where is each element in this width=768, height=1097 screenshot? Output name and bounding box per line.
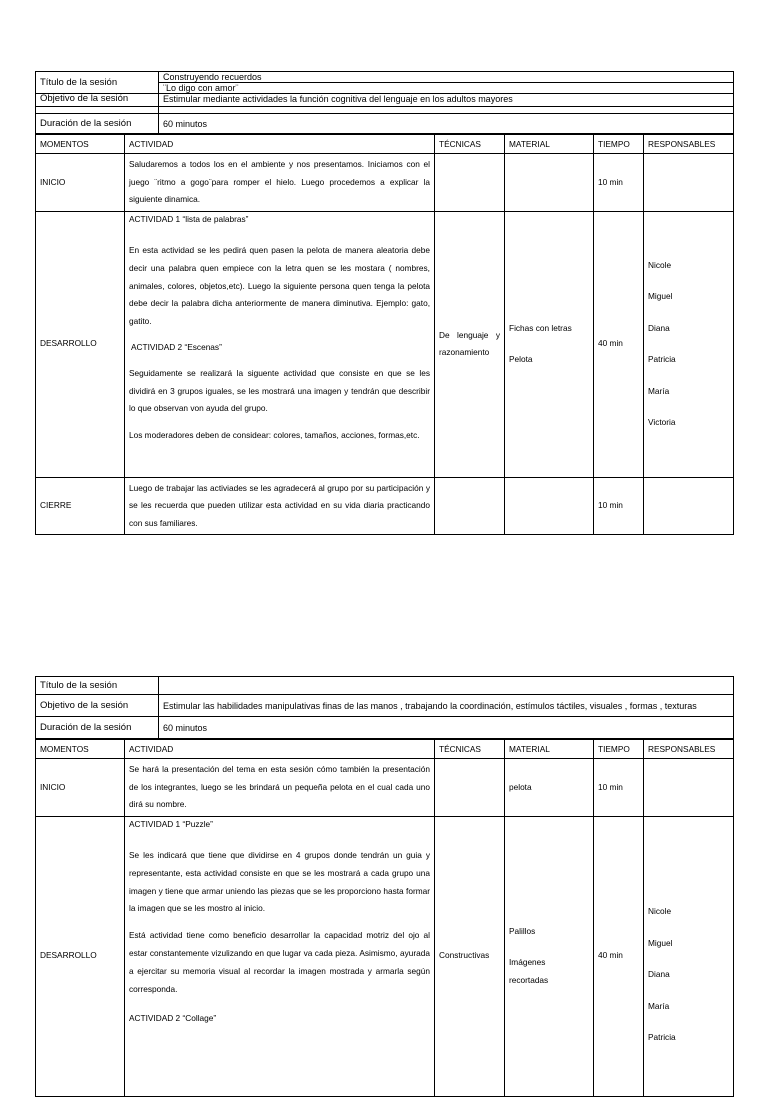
duracion-label: Duración de la sesión [36, 717, 159, 739]
session-1 [35, 71, 734, 535]
col-tecnicas: TÉCNICAS [435, 135, 505, 154]
responsables-cell [644, 759, 734, 817]
row-desarrollo [36, 816, 734, 1096]
material-cell [505, 816, 594, 1096]
col-material: MATERIAL [505, 135, 594, 154]
responsable-name: Victoria [648, 417, 676, 427]
actividad-cell: Se hará la presentación del tema en esta sesión cómo también la presentación de los integrantes, luego se les brindará un pequeña pelota en el cual cada uno dirá su nombre. [125, 759, 435, 817]
material-item: Imágenes recortadas [509, 957, 549, 985]
row-inicio [36, 154, 734, 212]
spacer-cell [36, 107, 159, 114]
material-cell [505, 154, 594, 212]
activity-2-title: ACTIVIDAD 2 “Collage” [129, 1013, 217, 1024]
session-2-header-table [35, 676, 734, 739]
responsable-name: María [648, 385, 670, 396]
responsable-name: Diana [648, 969, 670, 980]
objetivo-value: Estimular mediante actividades la función cognitiva del lenguaje en los adultos mayores [159, 94, 734, 107]
responsable-name: Miguel [648, 937, 673, 948]
titulo-line-2: ¨Lo digo con amor¨ [159, 83, 734, 94]
col-actividad: ACTIVIDAD [125, 740, 435, 759]
responsable-name: Nicole [648, 259, 672, 270]
objetivo-value: Estimular las habilidades manipulativas finas de las manos , trabajando la coordinación, estímulos táctiles, visuales , formas , texturas [159, 695, 734, 717]
activity-1-title: ACTIVIDAD 1 “Puzzle” [129, 818, 213, 829]
activity-1-title: ACTIVIDAD 1 “lista de palabras” [129, 213, 249, 224]
responsable-name: Diana [648, 322, 670, 333]
duracion-label: Duración de la sesión [36, 114, 159, 134]
material-item: Palillos [509, 925, 536, 936]
responsable-name: Nicole [648, 906, 672, 917]
material-item: Pelota [509, 354, 533, 364]
responsable-name: María [648, 1000, 670, 1011]
responsables-cell [644, 816, 734, 1096]
session-1-plan-table [35, 134, 734, 535]
tecnicas-cell [435, 477, 505, 535]
activity-1-benefit: Está actividad tiene como beneficio desarrollar la capacidad motriz del ojo al estar constantemente vizulizando en que lugar va cada pieza. Asimismo, ayurada a ejercitar su memoria visual al recordar la imagen mostrada y armarla según corresponda. [129, 930, 430, 994]
col-tiempo: TIEMPO [594, 135, 644, 154]
momento-cell: DESARROLLO [36, 211, 125, 477]
momento-cell: INICIO [36, 154, 125, 212]
tiempo-cell: 10 min [594, 154, 644, 212]
col-tecnicas: TÉCNICAS [435, 740, 505, 759]
col-responsables: RESPONSABLES [644, 740, 734, 759]
activity-1-text: En esta actividad se les pedirá quen pasen la pelota de manera aleatoria debe decir una palabra quen empiece con la letra quen se les mostara ( nombres, animales, colores, objetos,etc). Luego la siguiente persona quen tenga la pelota debe decir la palabra dicha anteriormente de manera diminutiva. Ejemplo: gato, gatito. [129, 245, 430, 327]
responsable-name: Patricia [648, 1032, 676, 1043]
activity-2-note: Los moderadores deben de considear: colores, tamaños, acciones, formas,etc. [129, 430, 420, 441]
col-actividad: ACTIVIDAD [125, 135, 435, 154]
duracion-value: 60 minutos [159, 114, 734, 134]
duracion-value: 60 minutos [159, 717, 734, 739]
table-header-row [36, 135, 734, 154]
titulo-value [159, 677, 734, 695]
material-cell: pelota [505, 759, 594, 817]
material-item: Fichas con letras [509, 322, 572, 333]
tiempo-cell: 10 min [594, 477, 644, 535]
tecnicas-cell: De lenguaje y razonamiento [435, 211, 505, 477]
responsable-name: Miguel [648, 291, 673, 301]
col-tiempo: TIEMPO [594, 740, 644, 759]
session-1-header-table [35, 71, 734, 134]
titulo-label: Título de la sesión [36, 72, 159, 94]
actividad-cell [125, 211, 435, 477]
tecnicas-cell [435, 759, 505, 817]
momento-cell: INICIO [36, 759, 125, 817]
col-momentos: MOMENTOS [36, 135, 125, 154]
tiempo-cell: 10 min [594, 759, 644, 817]
objetivo-label: Objetivo de la sesión [36, 94, 159, 107]
actividad-cell: Saludaremos a todos los en el ambiente y nos presentamos. Iniciamos con el juego ¨ritmo a gogo¨para romper el hielo. Luego procedemos a explicar la siguiente dinamica. [125, 154, 435, 212]
responsables-cell [644, 154, 734, 212]
row-inicio [36, 759, 734, 817]
spacer-cell [159, 107, 734, 114]
objetivo-label: Objetivo de la sesión [36, 695, 159, 717]
row-cierre [36, 477, 734, 535]
activity-2-title: ACTIVIDAD 2 “Escenas” [131, 341, 222, 352]
col-responsables: RESPONSABLES [644, 135, 734, 154]
session-2 [35, 676, 734, 1097]
responsables-cell [644, 477, 734, 535]
col-momentos: MOMENTOS [36, 740, 125, 759]
activity-1-text: Se les indicará que tiene que dividirse en 4 grupos donde tendrán un guia y representante, esta actividad consiste en que se les mostrará a cada grupo una imagen y tiene que armar uniendo las piezas que se les proporciono hasta formar la imagen que se les mostro al inicio. [129, 850, 430, 914]
tecnicas-cell: Constructivas [435, 816, 505, 1096]
tecnicas-cell [435, 154, 505, 212]
actividad-cell: Luego de trabajar las activiades se les agradecerá al grupo por su participación y se les recuerda que pueden utilizar esta actividad en su vida diaria practicando con sus familiares. [125, 477, 435, 535]
activity-2-text: Seguidamente se realizará la siguente actividad que consiste en que se les dividirá en 3 grupos iguales, se les mostrará una imagen y tendrán que describir lo que observan von ayuda del grupo. [129, 367, 430, 414]
titulo-label: Título de la sesión [36, 677, 159, 695]
table-header-row [36, 740, 734, 759]
tiempo-cell: 40 min [594, 816, 644, 1096]
tiempo-cell: 40 min [594, 211, 644, 477]
session-2-plan-table [35, 739, 734, 1097]
titulo-line-1: Construyendo recuerdos [159, 72, 734, 83]
row-desarrollo [36, 211, 734, 477]
responsable-name: Patricia [648, 354, 676, 364]
material-cell [505, 477, 594, 535]
material-cell [505, 211, 594, 477]
responsables-cell [644, 211, 734, 477]
momento-cell: DESARROLLO [36, 816, 125, 1096]
col-material: MATERIAL [505, 740, 594, 759]
momento-cell: CIERRE [36, 477, 125, 535]
actividad-cell [125, 816, 435, 1096]
